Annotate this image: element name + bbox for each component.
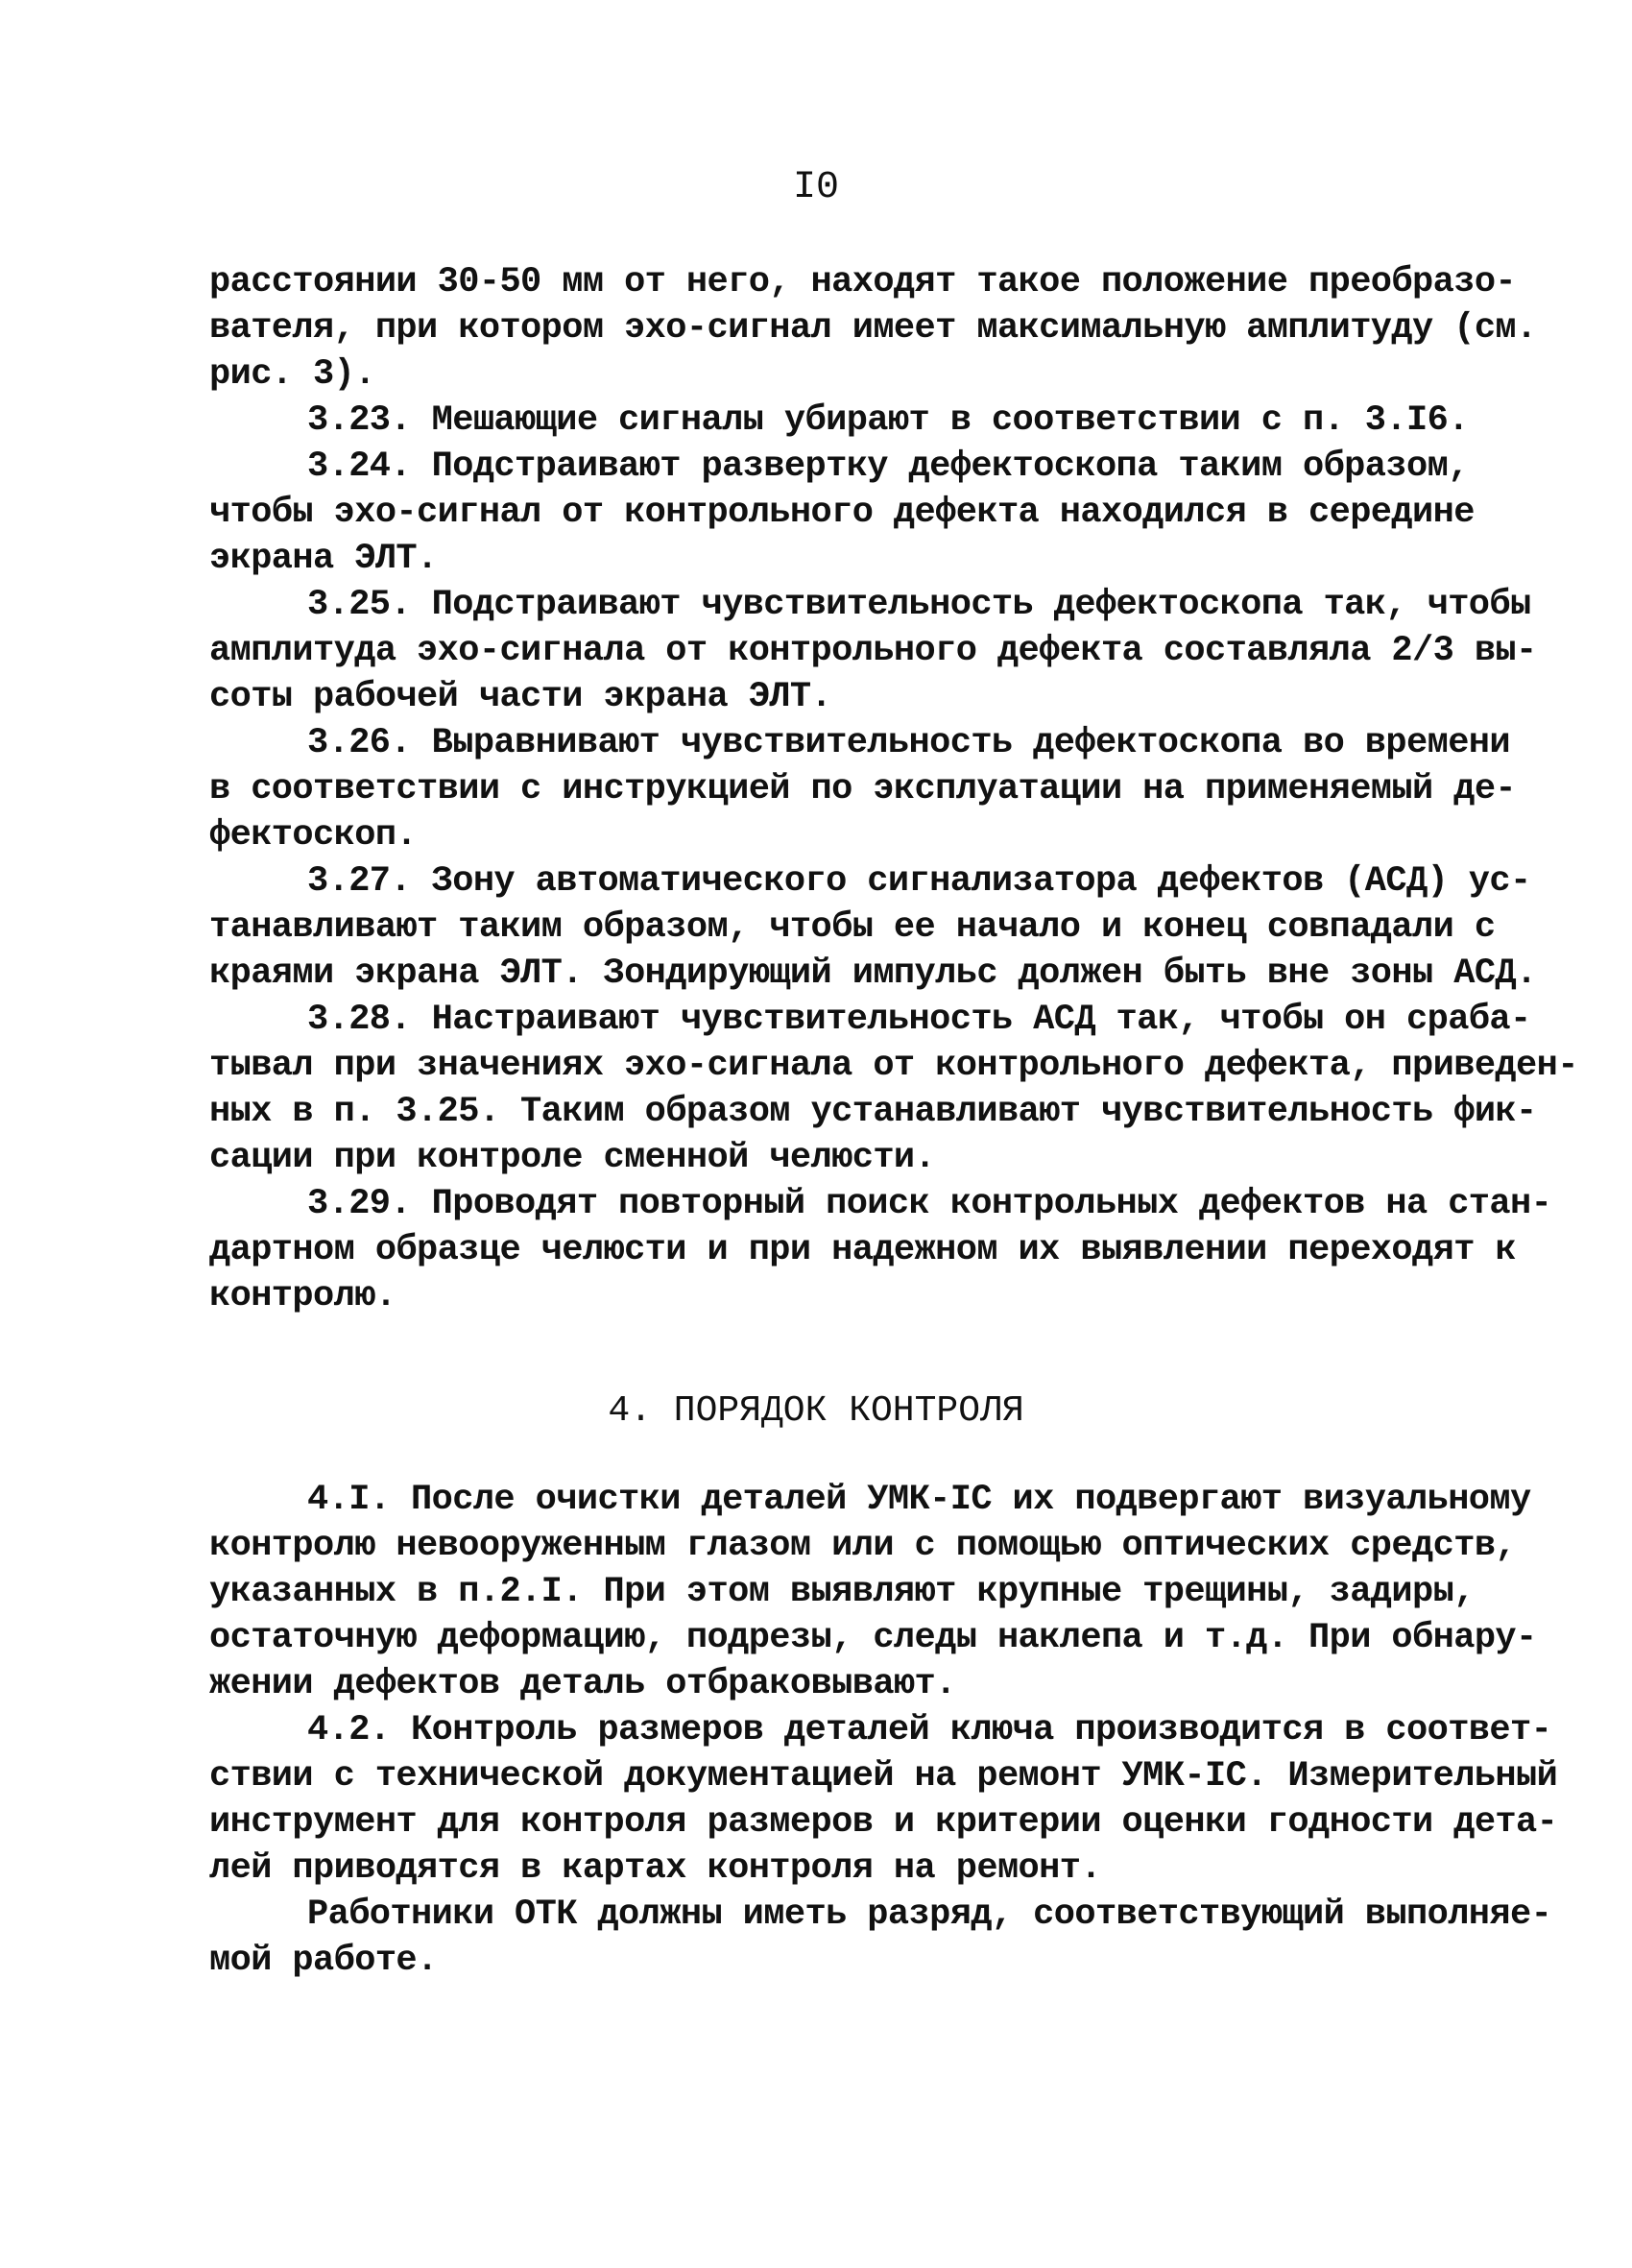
text-line: соты рабочей части экрана ЭЛТ.	[209, 677, 832, 717]
page-number: I0	[792, 166, 839, 209]
text-line: 4.I. После очистки деталей УМК-IС их подвергают визуальному	[307, 1480, 1531, 1520]
section-3-text	[209, 259, 1578, 1319]
text-line: дартном образце челюсти и при надежном их выявлении переходят к	[209, 1230, 1517, 1270]
text-line: инструмент для контроля размеров и критерии оценки годности дета-	[209, 1802, 1558, 1843]
text-line: 3.24. Подстраивают развертку дефектоскопа таким образом,	[307, 446, 1469, 487]
text-line: ствии с технической документацией на ремонт УМК-IС. Измерительный	[209, 1756, 1558, 1797]
text-line: 3.23. Мешающие сигналы убирают в соответствии с п. 3.I6.	[307, 400, 1469, 441]
text-line: чтобы эхо-сигнал от контрольного дефекта находился в середине	[209, 493, 1475, 533]
text-line: контролю.	[209, 1276, 396, 1316]
text-line: 3.27. Зону автоматического сигнализатора дефектов (АСД) ус-	[307, 861, 1531, 902]
text-line: тывал при значениях эхо-сигнала от контрольного дефекта, приведен-	[209, 1046, 1578, 1086]
text-line: мой работе.	[209, 1941, 438, 1981]
text-line: жении дефектов деталь отбраковывают.	[209, 1664, 956, 1704]
text-line: расстоянии 30-50 мм от него, находят такое положение преобразо-	[209, 262, 1517, 302]
text-line: сации при контроле сменной челюсти.	[209, 1138, 936, 1178]
text-line: экрана ЭЛТ.	[209, 539, 438, 579]
text-line: рис. 3).	[209, 354, 375, 395]
text-line: вателя, при котором эхо-сигнал имеет максимальную амплитуду (см.	[209, 308, 1537, 349]
text-line: 4.2. Контроль размеров деталей ключа производится в соответ-	[307, 1710, 1552, 1750]
text-line: 3.26. Выравнивают чувствительность дефектоскопа во времени	[307, 723, 1511, 763]
text-line: остаточную деформацию, подрезы, следы наклепа и т.д. При обнару-	[209, 1618, 1537, 1658]
text-line: 3.28. Настраивают чувствительность АСД так, чтобы он сраба-	[307, 1000, 1531, 1040]
text-line: амплитуда эхо-сигнала от контрольного дефекта составляла 2/3 вы-	[209, 631, 1537, 671]
text-line: Работники ОТК должны иметь разряд, соответствующий выполняе-	[307, 1894, 1552, 1935]
text-line: краями экрана ЭЛТ. Зондирующий импульс должен быть вне зоны АСД.	[209, 953, 1537, 994]
text-line: лей приводятся в картах контроля на ремонт.	[209, 1848, 1101, 1889]
section-4-text	[209, 1477, 1558, 1984]
text-line: фектоскоп.	[209, 815, 418, 856]
text-line: указанных в п.2.I. При этом выявляют крупные трещины, задиры,	[209, 1572, 1475, 1612]
text-line: ных в п. 3.25. Таким образом устанавливают чувствительность фик-	[209, 1092, 1537, 1132]
text-line: контролю невооруженным глазом или с помощью оптических средств,	[209, 1526, 1517, 1566]
text-line: 3.29. Проводят повторный поиск контрольных дефектов на стан-	[307, 1184, 1552, 1224]
section-heading: 4. ПОРЯДОК КОНТРОЛЯ	[608, 1390, 1024, 1432]
text-line: 3.25. Подстраивают чувствительность дефектоскопа так, чтобы	[307, 585, 1531, 625]
text-line: в соответствии с инструкцией по эксплуатации на применяемый де-	[209, 769, 1517, 809]
text-line: танавливают таким образом, чтобы ее начало и конец совпадали с	[209, 907, 1496, 948]
